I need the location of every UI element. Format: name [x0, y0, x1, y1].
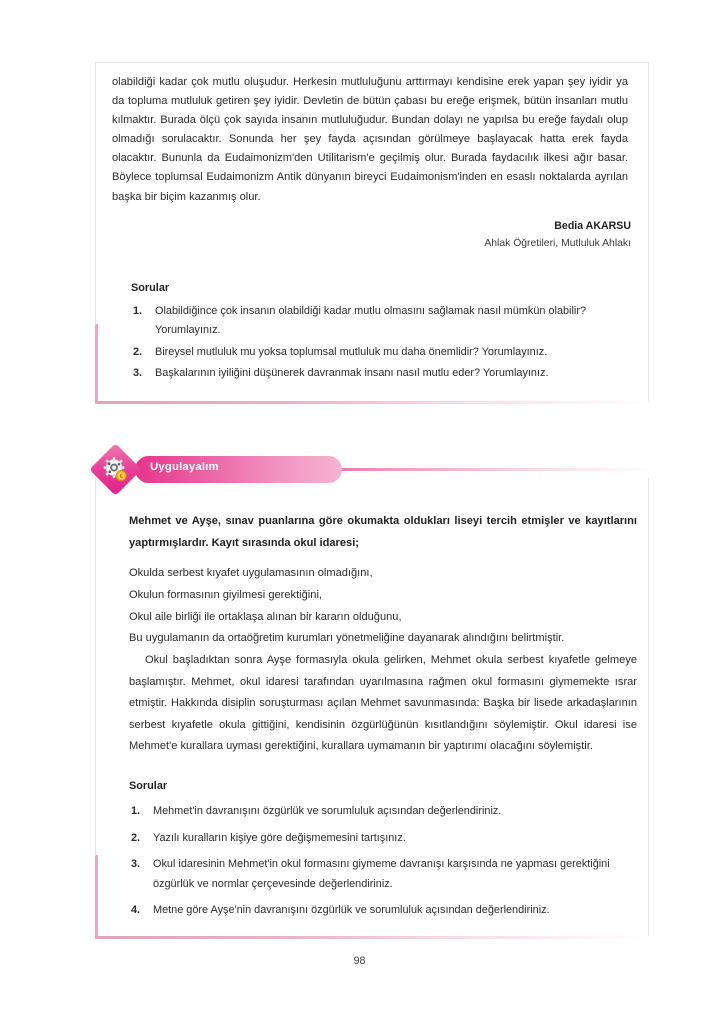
question-number: 2.: [131, 831, 141, 844]
pink-accent-horizontal-line: [95, 936, 655, 939]
question-text: Bireysel mutluluk mu yoksa toplumsal mutluluk mu daha önemlidir? Yorumlayınız.: [155, 345, 548, 358]
banner-label: Uygulayalım: [150, 461, 219, 473]
activity-bullet-list: [129, 563, 637, 650]
pink-accent-vertical-line: [95, 324, 98, 404]
question-number: 1.: [131, 805, 141, 817]
attribution-author: Bedia AKARSU: [554, 220, 631, 232]
question-item: [129, 855, 639, 894]
question-number: 3.: [131, 858, 141, 871]
question-item: [131, 343, 631, 362]
question-number: 4.: [131, 904, 141, 917]
question-item: [131, 364, 631, 383]
bullet-line: Okul aile birliği ile ortaklaşa alınan bir kararın olduğunu,: [129, 610, 402, 623]
svg-text:€: €: [119, 473, 124, 481]
questions-block-two: [129, 780, 639, 928]
banner-tail-line: [338, 468, 655, 471]
question-text: Olabildiğince çok insanın olabildiği kadar mutlu olmasını sağlamak nasıl mümkün olabilir? Yorumlayınız.: [155, 305, 586, 337]
questions-heading: Sorular: [129, 780, 168, 792]
question-item: [129, 901, 639, 921]
question-number: 1.: [133, 305, 143, 317]
passage-attribution: [211, 218, 631, 252]
question-item: [129, 802, 639, 822]
question-item: [129, 829, 639, 849]
bullet-line: Okulda serbest kıyafet uygulamasının olmadığını,: [129, 567, 373, 579]
attribution-source: Ahlak Öğretileri, Mutluluk Ahlakı: [484, 238, 631, 249]
pink-accent-horizontal-line: [95, 401, 655, 404]
activity-narrative-text: Okul başladıktan sonra Ayşe formasıyla okula gelirken, Mehmet okula serbest kıyafetle gelmeye başlamıştır. Mehmet, okul idaresi tarafından uyarılmasına rağmen okul formasını giymemekte ısrar etmiştir. Hakkında disiplin soruşturması açılan Mehmet savunmasında: Başka bir lisede arkadaşlarının serbest kıyafetle okula gittiğini, kendisinin özgürlüğünün kısıtlandığını söylemiştir. Okul idaresi ise Mehmet'e kurallara uyması gerektiğini, kurallara uymamanın bir yaptırımı olacağını söylemiştir.: [129, 654, 637, 753]
question-number: 3.: [133, 367, 143, 380]
question-text: Metne göre Ayşe'nin davranışını özgürlük ve sorumluluk açısından değerlendiriniz.: [153, 904, 550, 917]
bullet-line: Bu uygulamanın da ortaöğretim kurumları yönetmeliğine dayanarak alındığını belirtmiştir.: [129, 632, 565, 645]
reading-passage-section: [95, 62, 649, 410]
gear-coin-icon: [102, 456, 129, 483]
activity-intro-text: Mehmet ve Ayşe, sınav puanlarına göre okumakta oldukları liseyi tercih etmişler ve kayıtlarını yaptırmışlardır. Kayıt sırasında okul idaresi;: [129, 515, 637, 549]
questions-block-one: [131, 282, 631, 386]
question-text: Okul idaresinin Mehmet'in okul formasını giymeme davranışı karşısında ne yapması gerektiğini özgürlük ve normlar çerçevesinde değerlendiriniz.: [153, 858, 610, 890]
pink-accent-vertical-line: [95, 855, 98, 939]
activity-banner: [95, 450, 655, 492]
questions-heading: Sorular: [131, 282, 170, 294]
page-number: 98: [353, 955, 366, 967]
question-text: Mehmet'in davranışını özgürlük ve sorumluluk açısından değerlendiriniz.: [153, 805, 502, 817]
question-item: [131, 302, 631, 341]
bullet-line: Okulun formasının giyilmesi gerektiğini,: [129, 588, 322, 601]
application-activity-section: [95, 450, 655, 945]
question-text: Yazılı kuralların kişiye göre değişmemesini tartışınız.: [153, 831, 406, 844]
question-number: 2.: [133, 345, 143, 358]
question-text: Başkalarının iyiliğini düşünerek davranmak insanı nasıl mutlu eder? Yorumlayınız.: [155, 367, 549, 380]
passage-body-text: olabildiği kadar çok mutlu oluşudur. Herkesin mutluluğunu arttırmayı kendisine erek yapan şey iyidir ya da topluma mutluluk getiren şey iyidir. Devletin de bütün çabası bu ereğe erişmek, bütün insanları mutlu kılmaktır. Burada ölçü çok sayıda insanın mutluluğudur. Bundan dolayı ne yapılsa bu ereğe faydalı olup olmadığı sorulacaktır. Sonunda her şey fayda açısından görülmeye başlayacak hatta erek fayda olacaktır. Bununla da Eudaimonizm'den Utilitarism'e geçilmiş olur. Burada faydacılık ilkesi ağır basar. Böylece toplumsal Eudaimonizm Antik dünyanın bireyci Eudaimonism'inden en esaslı noktalarda ayrılan başka bir biçim kazanmış olur.: [112, 76, 628, 203]
